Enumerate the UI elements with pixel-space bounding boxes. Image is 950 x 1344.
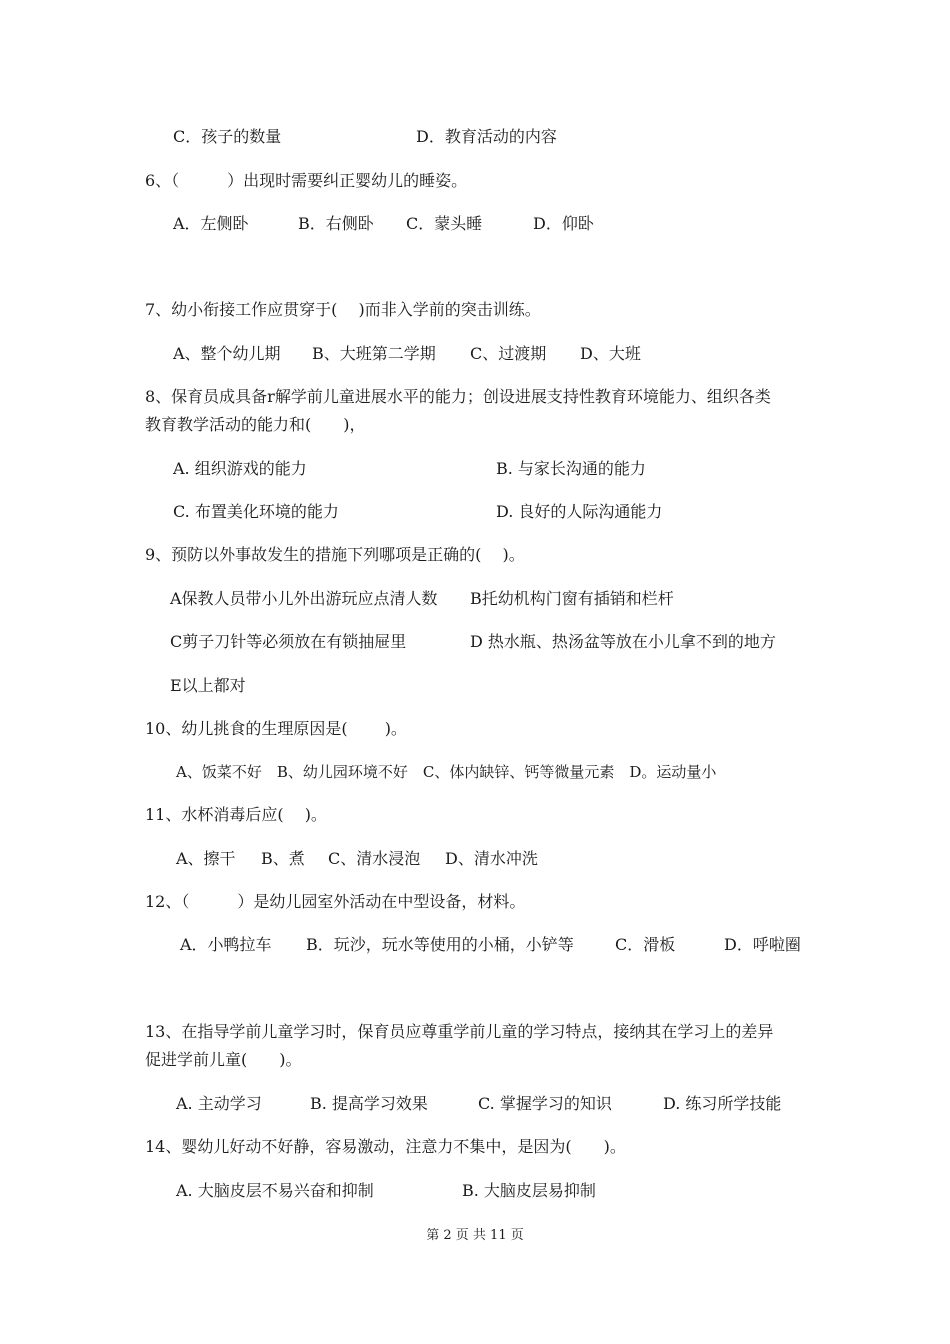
option-c: C．孩子的数量 — [173, 127, 282, 146]
option-a: A．左侧卧 — [173, 214, 249, 233]
option-d: D、清水冲洗 — [445, 849, 538, 868]
question-text: 促进学前儿童( )。 — [145, 1050, 302, 1069]
option-b: B托幼机构门窗有插销和栏杆 — [470, 589, 674, 608]
option-e: E以上都对 — [170, 676, 246, 695]
question-text: 11、水杯消毒后应( )。 — [145, 805, 327, 824]
question-13-line-1 — [0, 1020, 950, 1044]
question-9-options-row-3 — [0, 674, 950, 698]
question-text: 6、（ ）出现时需要纠正婴幼儿的睡姿。 — [145, 171, 468, 190]
question-11 — [0, 803, 950, 827]
question-9-options-row-2 — [0, 630, 950, 654]
question-8-line-1 — [0, 385, 950, 409]
question-text: 教育教学活动的能力和( )， — [145, 415, 366, 434]
option-d: D．呼啦圈 — [724, 935, 801, 954]
option-b: B. 与家长沟通的能力 — [496, 459, 646, 478]
option-c: C. 布置美化环境的能力 — [173, 502, 339, 521]
question-13-line-2 — [0, 1048, 950, 1072]
option-b: B. 大脑皮层易抑制 — [462, 1181, 596, 1200]
option-d: D. 练习所学技能 — [663, 1094, 782, 1113]
question-6 — [0, 169, 950, 193]
question-10 — [0, 717, 950, 741]
option-d: D. 良好的人际沟通能力 — [496, 502, 663, 521]
option-b: B．玩沙，玩水等使用的小桶，小铲等 — [306, 935, 574, 954]
option-a: A. 组织游戏的能力 — [173, 459, 307, 478]
question-5-options — [0, 125, 950, 149]
option-c: C、过渡期 — [470, 344, 547, 363]
question-14-options — [0, 1179, 950, 1203]
question-text: 12、（ ）是幼儿园室外活动在中型设备，材料。 — [145, 892, 526, 911]
question-12 — [0, 890, 950, 914]
option-b: B. 提高学习效果 — [310, 1094, 428, 1113]
option-c: C．滑板 — [615, 935, 676, 954]
question-text: 7、幼小衔接工作应贯穿于( )而非入学前的突击训练。 — [145, 300, 541, 319]
option-d: D．仰卧 — [533, 214, 594, 233]
question-8-options-row-2 — [0, 500, 950, 524]
option-b: B、煮 — [261, 849, 305, 868]
question-text: 14、婴幼儿好动不好静，容易激动，注意力不集中，是因为( )。 — [145, 1137, 626, 1156]
options-text: A、饭菜不好 B、幼儿园环境不好 C、体内缺锌、钙等微量元素 D。运动量小 — [176, 763, 717, 781]
question-9 — [0, 543, 950, 567]
option-c: C、清水浸泡 — [328, 849, 421, 868]
question-text: 13、在指导学前儿童学习时，保育员应尊重学前儿童的学习特点，接纳其在学习上的差异 — [145, 1022, 774, 1041]
question-14 — [0, 1135, 950, 1159]
question-11-options — [0, 847, 950, 871]
option-a: A保教人员带小儿外出游玩应点清人数 — [170, 589, 438, 608]
option-d: D、大班 — [580, 344, 641, 363]
option-a: A、整个幼儿期 — [173, 344, 281, 363]
question-10-options — [0, 760, 950, 784]
option-b: B．右侧卧 — [298, 214, 374, 233]
question-12-options — [0, 933, 950, 957]
question-7-options — [0, 342, 950, 366]
option-a: A. 主动学习 — [176, 1094, 262, 1113]
option-a: A、擦干 — [176, 849, 236, 868]
question-8-options-row-1 — [0, 457, 950, 481]
question-text: 10、幼儿挑食的生理原因是( )。 — [145, 719, 407, 738]
option-c: C．蒙头睡 — [406, 214, 483, 233]
option-c: C剪子刀针等必须放在有锁抽屉里 — [170, 632, 407, 651]
option-a: A. 大脑皮层不易兴奋和抑制 — [176, 1181, 374, 1200]
question-7 — [0, 298, 950, 322]
option-a: A．小鸭拉车 — [180, 935, 272, 954]
question-9-options-row-1 — [0, 587, 950, 611]
question-8-line-2 — [0, 413, 950, 437]
question-13-options — [0, 1092, 950, 1116]
option-b: B、大班第二学期 — [312, 344, 436, 363]
option-d: D 热水瓶、热汤盆等放在小儿拿不到的地方 — [470, 632, 776, 651]
page-footer: 第 2 页 共 11 页 — [426, 1228, 524, 1243]
option-c: C. 掌握学习的知识 — [478, 1094, 612, 1113]
question-6-options — [0, 212, 950, 236]
question-text: 9、预防以外事故发生的措施下列哪项是正确的( )。 — [145, 545, 525, 564]
question-text: 8、保育员成具备r解学前儿童进展水平的能力；创设进展支持性教育环境能力、组织各类 — [145, 387, 771, 406]
option-d: D．教育活动的内容 — [416, 127, 557, 146]
